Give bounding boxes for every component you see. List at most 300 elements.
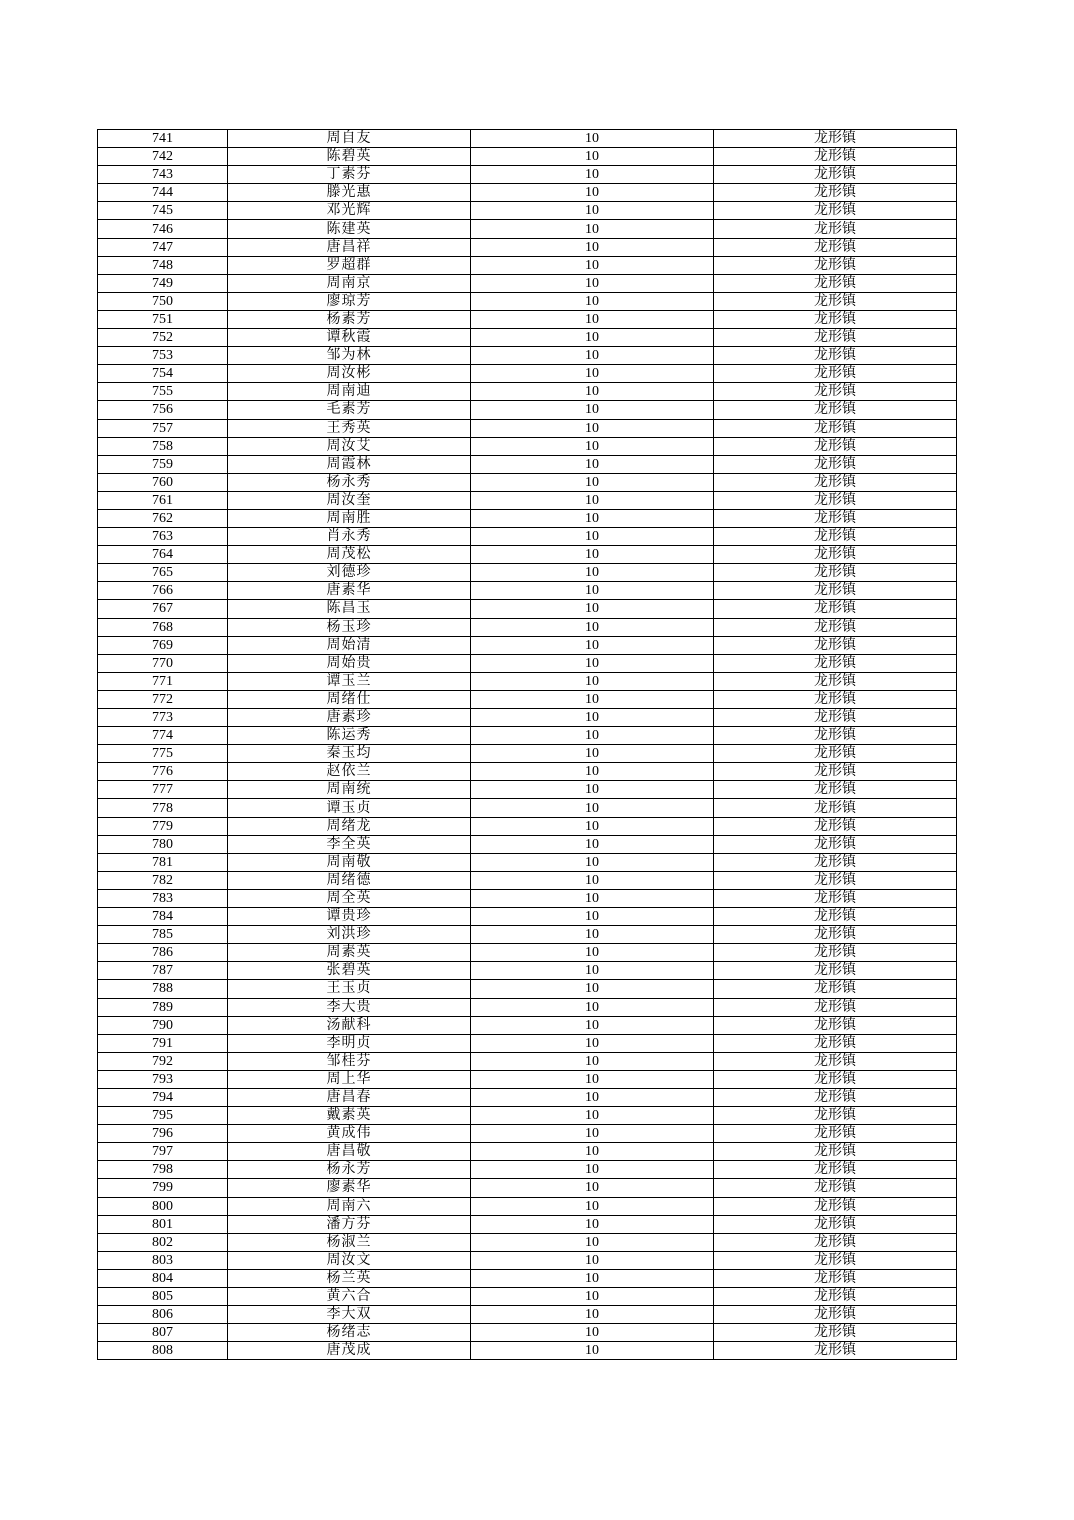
amount-cell: 10 <box>471 383 714 401</box>
amount-cell: 10 <box>471 962 714 980</box>
row-number-cell: 762 <box>98 509 228 527</box>
row-number-cell: 802 <box>98 1233 228 1251</box>
town-cell: 龙形镇 <box>714 1088 957 1106</box>
row-number-cell: 752 <box>98 329 228 347</box>
row-number-cell: 744 <box>98 184 228 202</box>
name-cell: 李大双 <box>228 1306 471 1324</box>
town-cell: 龙形镇 <box>714 1143 957 1161</box>
table-row <box>98 1034 957 1052</box>
table-row <box>98 1179 957 1197</box>
table-row <box>98 437 957 455</box>
amount-cell: 10 <box>471 546 714 564</box>
town-cell: 龙形镇 <box>714 799 957 817</box>
town-cell: 龙形镇 <box>714 347 957 365</box>
row-number-cell: 771 <box>98 672 228 690</box>
name-cell: 李明贞 <box>228 1034 471 1052</box>
row-number-cell: 769 <box>98 636 228 654</box>
amount-cell: 10 <box>471 1215 714 1233</box>
name-cell: 周南京 <box>228 274 471 292</box>
name-cell: 周霞林 <box>228 455 471 473</box>
amount-cell: 10 <box>471 220 714 238</box>
amount-cell: 10 <box>471 202 714 220</box>
row-number-cell: 776 <box>98 763 228 781</box>
amount-cell: 10 <box>471 238 714 256</box>
amount-cell: 10 <box>471 1107 714 1125</box>
table-row <box>98 1088 957 1106</box>
table-row <box>98 184 957 202</box>
town-cell: 龙形镇 <box>714 401 957 419</box>
name-cell: 张碧英 <box>228 962 471 980</box>
row-number-cell: 796 <box>98 1125 228 1143</box>
table-row <box>98 509 957 527</box>
town-cell: 龙形镇 <box>714 600 957 618</box>
town-cell: 龙形镇 <box>714 238 957 256</box>
amount-cell: 10 <box>471 944 714 962</box>
name-cell: 罗超群 <box>228 256 471 274</box>
amount-cell: 10 <box>471 871 714 889</box>
name-cell: 潘方芬 <box>228 1215 471 1233</box>
row-number-cell: 742 <box>98 148 228 166</box>
row-number-cell: 768 <box>98 618 228 636</box>
town-cell: 龙形镇 <box>714 546 957 564</box>
row-number-cell: 782 <box>98 871 228 889</box>
name-cell: 邹桂芬 <box>228 1052 471 1070</box>
row-number-cell: 806 <box>98 1306 228 1324</box>
town-cell: 龙形镇 <box>714 1070 957 1088</box>
row-number-cell: 803 <box>98 1251 228 1269</box>
town-cell: 龙形镇 <box>714 365 957 383</box>
table-row <box>98 238 957 256</box>
row-number-cell: 795 <box>98 1107 228 1125</box>
row-number-cell: 750 <box>98 292 228 310</box>
row-number-cell: 777 <box>98 781 228 799</box>
table-row <box>98 365 957 383</box>
name-cell: 周绪龙 <box>228 817 471 835</box>
name-cell: 周汝艾 <box>228 437 471 455</box>
town-cell: 龙形镇 <box>714 944 957 962</box>
table-row <box>98 926 957 944</box>
name-cell: 周全英 <box>228 889 471 907</box>
table-row <box>98 1215 957 1233</box>
table-row <box>98 871 957 889</box>
row-number-cell: 770 <box>98 654 228 672</box>
table-row <box>98 1052 957 1070</box>
name-cell: 刘洪珍 <box>228 926 471 944</box>
town-cell: 龙形镇 <box>714 310 957 328</box>
amount-cell: 10 <box>471 1034 714 1052</box>
name-cell: 陈运秀 <box>228 727 471 745</box>
table-row <box>98 1107 957 1125</box>
row-number-cell: 787 <box>98 962 228 980</box>
table-row <box>98 419 957 437</box>
name-cell: 廖素华 <box>228 1179 471 1197</box>
row-number-cell: 799 <box>98 1179 228 1197</box>
amount-cell: 10 <box>471 636 714 654</box>
row-number-cell: 755 <box>98 383 228 401</box>
town-cell: 龙形镇 <box>714 745 957 763</box>
table-row <box>98 582 957 600</box>
town-cell: 龙形镇 <box>714 889 957 907</box>
table-row <box>98 618 957 636</box>
amount-cell: 10 <box>471 1269 714 1287</box>
row-number-cell: 772 <box>98 690 228 708</box>
table-row <box>98 1233 957 1251</box>
name-cell: 杨素芳 <box>228 310 471 328</box>
amount-cell: 10 <box>471 473 714 491</box>
amount-cell: 10 <box>471 600 714 618</box>
name-cell: 邹为林 <box>228 347 471 365</box>
row-number-cell: 807 <box>98 1324 228 1342</box>
name-cell: 周汝奎 <box>228 491 471 509</box>
row-number-cell: 785 <box>98 926 228 944</box>
row-number-cell: 758 <box>98 437 228 455</box>
town-cell: 龙形镇 <box>714 1179 957 1197</box>
town-cell: 龙形镇 <box>714 853 957 871</box>
name-cell: 肖永秀 <box>228 528 471 546</box>
table-row <box>98 473 957 491</box>
town-cell: 龙形镇 <box>714 980 957 998</box>
town-cell: 龙形镇 <box>714 491 957 509</box>
town-cell: 龙形镇 <box>714 473 957 491</box>
row-number-cell: 801 <box>98 1215 228 1233</box>
row-number-cell: 774 <box>98 727 228 745</box>
row-number-cell: 779 <box>98 817 228 835</box>
town-cell: 龙形镇 <box>714 1324 957 1342</box>
table-row <box>98 799 957 817</box>
amount-cell: 10 <box>471 672 714 690</box>
amount-cell: 10 <box>471 148 714 166</box>
row-number-cell: 792 <box>98 1052 228 1070</box>
row-number-cell: 790 <box>98 1016 228 1034</box>
table-row <box>98 636 957 654</box>
town-cell: 龙形镇 <box>714 1197 957 1215</box>
amount-cell: 10 <box>471 184 714 202</box>
amount-cell: 10 <box>471 727 714 745</box>
town-cell: 龙形镇 <box>714 1233 957 1251</box>
table-row <box>98 944 957 962</box>
row-number-cell: 749 <box>98 274 228 292</box>
data-table <box>97 129 957 1360</box>
town-cell: 龙形镇 <box>714 1052 957 1070</box>
name-cell: 陈建英 <box>228 220 471 238</box>
table-row <box>98 1125 957 1143</box>
town-cell: 龙形镇 <box>714 130 957 148</box>
amount-cell: 10 <box>471 709 714 727</box>
amount-cell: 10 <box>471 329 714 347</box>
amount-cell: 10 <box>471 745 714 763</box>
row-number-cell: 764 <box>98 546 228 564</box>
amount-cell: 10 <box>471 618 714 636</box>
amount-cell: 10 <box>471 437 714 455</box>
town-cell: 龙形镇 <box>714 618 957 636</box>
amount-cell: 10 <box>471 1251 714 1269</box>
town-cell: 龙形镇 <box>714 926 957 944</box>
row-number-cell: 808 <box>98 1342 228 1360</box>
row-number-cell: 794 <box>98 1088 228 1106</box>
town-cell: 龙形镇 <box>714 1269 957 1287</box>
amount-cell: 10 <box>471 419 714 437</box>
row-number-cell: 784 <box>98 908 228 926</box>
name-cell: 李全英 <box>228 835 471 853</box>
table-row <box>98 781 957 799</box>
name-cell: 杨绪志 <box>228 1324 471 1342</box>
amount-cell: 10 <box>471 1161 714 1179</box>
table-row <box>98 329 957 347</box>
town-cell: 龙形镇 <box>714 166 957 184</box>
amount-cell: 10 <box>471 491 714 509</box>
name-cell: 周南敬 <box>228 853 471 871</box>
name-cell: 毛素芳 <box>228 401 471 419</box>
amount-cell: 10 <box>471 1070 714 1088</box>
table-row <box>98 853 957 871</box>
row-number-cell: 747 <box>98 238 228 256</box>
table-row <box>98 690 957 708</box>
amount-cell: 10 <box>471 528 714 546</box>
row-number-cell: 748 <box>98 256 228 274</box>
row-number-cell: 761 <box>98 491 228 509</box>
name-cell: 廖琼芳 <box>228 292 471 310</box>
amount-cell: 10 <box>471 1052 714 1070</box>
table-row <box>98 1269 957 1287</box>
amount-cell: 10 <box>471 564 714 582</box>
row-number-cell: 780 <box>98 835 228 853</box>
row-number-cell: 773 <box>98 709 228 727</box>
amount-cell: 10 <box>471 1288 714 1306</box>
row-number-cell: 756 <box>98 401 228 419</box>
row-number-cell: 743 <box>98 166 228 184</box>
name-cell: 李大贵 <box>228 998 471 1016</box>
amount-cell: 10 <box>471 889 714 907</box>
name-cell: 滕光惠 <box>228 184 471 202</box>
row-number-cell: 778 <box>98 799 228 817</box>
town-cell: 龙形镇 <box>714 1161 957 1179</box>
name-cell: 杨淑兰 <box>228 1233 471 1251</box>
amount-cell: 10 <box>471 365 714 383</box>
amount-cell: 10 <box>471 853 714 871</box>
amount-cell: 10 <box>471 799 714 817</box>
town-cell: 龙形镇 <box>714 582 957 600</box>
name-cell: 周南六 <box>228 1197 471 1215</box>
name-cell: 唐昌祥 <box>228 238 471 256</box>
name-cell: 周自友 <box>228 130 471 148</box>
row-number-cell: 788 <box>98 980 228 998</box>
amount-cell: 10 <box>471 817 714 835</box>
row-number-cell: 751 <box>98 310 228 328</box>
amount-cell: 10 <box>471 401 714 419</box>
town-cell: 龙形镇 <box>714 419 957 437</box>
row-number-cell: 757 <box>98 419 228 437</box>
amount-cell: 10 <box>471 763 714 781</box>
town-cell: 龙形镇 <box>714 1034 957 1052</box>
table-row <box>98 347 957 365</box>
town-cell: 龙形镇 <box>714 437 957 455</box>
row-number-cell: 804 <box>98 1269 228 1287</box>
row-number-cell: 753 <box>98 347 228 365</box>
name-cell: 王玉贞 <box>228 980 471 998</box>
table-row <box>98 491 957 509</box>
name-cell: 杨永芳 <box>228 1161 471 1179</box>
name-cell: 唐茂成 <box>228 1342 471 1360</box>
name-cell: 周始贵 <box>228 654 471 672</box>
row-number-cell: 766 <box>98 582 228 600</box>
town-cell: 龙形镇 <box>714 1016 957 1034</box>
amount-cell: 10 <box>471 690 714 708</box>
table-row <box>98 745 957 763</box>
town-cell: 龙形镇 <box>714 1288 957 1306</box>
name-cell: 唐昌敬 <box>228 1143 471 1161</box>
amount-cell: 10 <box>471 654 714 672</box>
town-cell: 龙形镇 <box>714 148 957 166</box>
name-cell: 赵依兰 <box>228 763 471 781</box>
row-number-cell: 786 <box>98 944 228 962</box>
row-number-cell: 765 <box>98 564 228 582</box>
amount-cell: 10 <box>471 1306 714 1324</box>
name-cell: 黄六合 <box>228 1288 471 1306</box>
name-cell: 陈昌玉 <box>228 600 471 618</box>
name-cell: 谭玉贞 <box>228 799 471 817</box>
row-number-cell: 746 <box>98 220 228 238</box>
table-row <box>98 546 957 564</box>
town-cell: 龙形镇 <box>714 455 957 473</box>
row-number-cell: 791 <box>98 1034 228 1052</box>
name-cell: 谭贵珍 <box>228 908 471 926</box>
amount-cell: 10 <box>471 926 714 944</box>
row-number-cell: 781 <box>98 853 228 871</box>
table-row <box>98 1324 957 1342</box>
town-cell: 龙形镇 <box>714 763 957 781</box>
row-number-cell: 767 <box>98 600 228 618</box>
amount-cell: 10 <box>471 1088 714 1106</box>
name-cell: 唐昌春 <box>228 1088 471 1106</box>
town-cell: 龙形镇 <box>714 564 957 582</box>
name-cell: 汤献科 <box>228 1016 471 1034</box>
table-row <box>98 455 957 473</box>
table-row <box>98 1016 957 1034</box>
town-cell: 龙形镇 <box>714 1215 957 1233</box>
town-cell: 龙形镇 <box>714 1342 957 1360</box>
town-cell: 龙形镇 <box>714 383 957 401</box>
town-cell: 龙形镇 <box>714 835 957 853</box>
table-row <box>98 528 957 546</box>
table-row <box>98 600 957 618</box>
name-cell: 周南胜 <box>228 509 471 527</box>
amount-cell: 10 <box>471 347 714 365</box>
town-cell: 龙形镇 <box>714 274 957 292</box>
amount-cell: 10 <box>471 582 714 600</box>
town-cell: 龙形镇 <box>714 654 957 672</box>
town-cell: 龙形镇 <box>714 871 957 889</box>
amount-cell: 10 <box>471 455 714 473</box>
table-row <box>98 1070 957 1088</box>
name-cell: 周素英 <box>228 944 471 962</box>
name-cell: 杨玉珍 <box>228 618 471 636</box>
table-row <box>98 166 957 184</box>
table-row <box>98 220 957 238</box>
amount-cell: 10 <box>471 781 714 799</box>
table-row <box>98 383 957 401</box>
table-row <box>98 998 957 1016</box>
row-number-cell: 798 <box>98 1161 228 1179</box>
row-number-cell: 805 <box>98 1288 228 1306</box>
name-cell: 秦玉均 <box>228 745 471 763</box>
name-cell: 周茂松 <box>228 546 471 564</box>
row-number-cell: 789 <box>98 998 228 1016</box>
row-number-cell: 754 <box>98 365 228 383</box>
table-row <box>98 256 957 274</box>
town-cell: 龙形镇 <box>714 202 957 220</box>
amount-cell: 10 <box>471 1233 714 1251</box>
table-row <box>98 130 957 148</box>
name-cell: 杨兰英 <box>228 1269 471 1287</box>
town-cell: 龙形镇 <box>714 1251 957 1269</box>
town-cell: 龙形镇 <box>714 509 957 527</box>
table-row <box>98 727 957 745</box>
amount-cell: 10 <box>471 1342 714 1360</box>
table-row <box>98 1197 957 1215</box>
name-cell: 陈碧英 <box>228 148 471 166</box>
name-cell: 周绪仕 <box>228 690 471 708</box>
name-cell: 周南迪 <box>228 383 471 401</box>
table-row <box>98 1342 957 1360</box>
amount-cell: 10 <box>471 292 714 310</box>
name-cell: 唐素珍 <box>228 709 471 727</box>
name-cell: 邓光辉 <box>228 202 471 220</box>
amount-cell: 10 <box>471 1016 714 1034</box>
name-cell: 黄成伟 <box>228 1125 471 1143</box>
name-cell: 刘德珍 <box>228 564 471 582</box>
amount-cell: 10 <box>471 509 714 527</box>
table-row <box>98 980 957 998</box>
table-row <box>98 1306 957 1324</box>
name-cell: 谭玉兰 <box>228 672 471 690</box>
name-cell: 周汝文 <box>228 1251 471 1269</box>
amount-cell: 10 <box>471 998 714 1016</box>
table-body <box>98 130 957 1360</box>
name-cell: 谭秋霞 <box>228 329 471 347</box>
row-number-cell: 741 <box>98 130 228 148</box>
table-row <box>98 310 957 328</box>
table-row <box>98 763 957 781</box>
row-number-cell: 759 <box>98 455 228 473</box>
name-cell: 周上华 <box>228 1070 471 1088</box>
town-cell: 龙形镇 <box>714 672 957 690</box>
town-cell: 龙形镇 <box>714 184 957 202</box>
town-cell: 龙形镇 <box>714 998 957 1016</box>
amount-cell: 10 <box>471 256 714 274</box>
town-cell: 龙形镇 <box>714 292 957 310</box>
amount-cell: 10 <box>471 274 714 292</box>
amount-cell: 10 <box>471 835 714 853</box>
town-cell: 龙形镇 <box>714 709 957 727</box>
name-cell: 丁素芬 <box>228 166 471 184</box>
table-row <box>98 908 957 926</box>
row-number-cell: 783 <box>98 889 228 907</box>
town-cell: 龙形镇 <box>714 1125 957 1143</box>
table-row <box>98 654 957 672</box>
amount-cell: 10 <box>471 980 714 998</box>
town-cell: 龙形镇 <box>714 1306 957 1324</box>
amount-cell: 10 <box>471 166 714 184</box>
amount-cell: 10 <box>471 1179 714 1197</box>
town-cell: 龙形镇 <box>714 727 957 745</box>
table-row <box>98 274 957 292</box>
amount-cell: 10 <box>471 908 714 926</box>
amount-cell: 10 <box>471 1324 714 1342</box>
row-number-cell: 793 <box>98 1070 228 1088</box>
table-row <box>98 202 957 220</box>
town-cell: 龙形镇 <box>714 256 957 274</box>
table-row <box>98 1161 957 1179</box>
